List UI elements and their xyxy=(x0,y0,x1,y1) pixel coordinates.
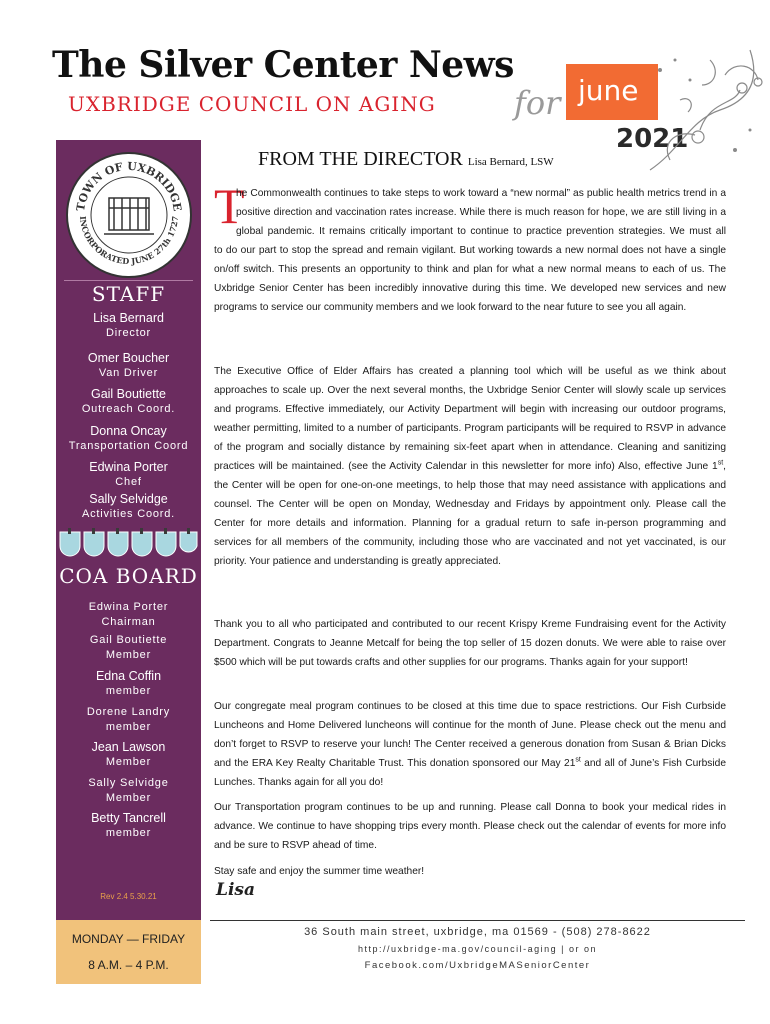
paragraph-text: Our congregate meal program continues to be closed at this time due to space restrictions. Our Fish Curbside Luncheons and Home Delivered luncheons will continue for the month of June. Please check out the menu and don’t forget to RSVP to reserve your lunch! The Center received a generous donation from Susan & Brian Dicks and the ERA Key Realty Charitable Trust. This donation sponsored our May 21 xyxy=(214,701,726,769)
article-title: FROM THE DIRECTOR xyxy=(258,148,463,170)
paragraph-text: and all of June’s Fish Curbside Lunches. Thanks again for all you do! xyxy=(214,758,727,788)
board-member xyxy=(56,810,201,841)
footer-facebook-link[interactable]: Facebook.com/UxbridgeMASeniorCenter xyxy=(364,960,591,971)
board-member xyxy=(56,668,201,699)
article-paragraph-1-continued xyxy=(214,241,726,355)
seal-top-text: TOWN OF UXBRIDGE xyxy=(74,159,184,213)
teacups-decoration xyxy=(58,526,199,560)
board-member xyxy=(56,633,201,663)
article-paragraph-5 xyxy=(214,798,726,855)
paragraph-text: he Commonwealth continues to take steps to work toward a “new normal” as public health metrics trend in a positive direction and vaccination rates increase. While there is much reason for hope, we are still living in a global pandemic. It remains critically important to continue to practice prevention strategies. We must all xyxy=(236,188,726,237)
town-seal-logo xyxy=(62,148,196,282)
hours-times: 8 A.M. – 4 P.M. xyxy=(88,958,169,972)
board-member xyxy=(56,705,201,735)
footer-divider xyxy=(210,920,745,921)
article-byline: Lisa Bernard, LSW xyxy=(467,156,554,168)
paragraph-text: to do our part to stop the spread and remain vigilant. But working towards a new normal does not have a single on/off switch. This presents an opportunity to think and plan for what a new normal means to each of us. The Uxbridge Senior Center has been incredibly innovative during this time. We developed new services and new programs to service our community members and we look forward to the near future to see you all again. xyxy=(214,245,726,313)
staff-name: Gail Boutiette xyxy=(90,387,167,401)
newsletter-title: The Silver Center News xyxy=(52,44,514,86)
article-heading xyxy=(258,148,554,171)
footer-website-link[interactable]: http://uxbridge-ma.gov/council-aging | or on xyxy=(358,944,597,954)
staff-name: Lisa Bernard xyxy=(93,311,164,325)
hours-days: MONDAY — FRIDAY xyxy=(71,932,186,946)
staff-name: Donna Oncay xyxy=(90,424,167,438)
article-paragraph-4 xyxy=(214,697,726,792)
board-name: Dorene Landry xyxy=(86,706,171,718)
board-name: Betty Tancrell xyxy=(91,811,166,825)
paragraph-text: Stay safe and enjoy the summer time weather! xyxy=(214,866,425,877)
staff-name: Edwina Porter xyxy=(89,460,168,474)
footer-address: 36 South main street, uxbridge, ma 01569 - (508) 278-8622 xyxy=(304,926,651,938)
board-name: Gail Boutiette xyxy=(89,634,168,646)
staff-role: Transportation Coord xyxy=(68,440,189,452)
floral-swirl-ornament xyxy=(640,40,765,180)
board-name: Edwina Porter xyxy=(88,601,169,613)
article-paragraph-1-intro xyxy=(236,184,726,241)
for-label: for xyxy=(514,84,561,122)
staff-role: Chef xyxy=(115,476,142,488)
board-member xyxy=(56,600,201,630)
staff-name: Sally Selvidge xyxy=(89,492,168,506)
year-label: 2021 xyxy=(616,124,689,154)
newsletter-subtitle: UXBRIDGE COUNCIL ON AGING xyxy=(68,92,436,116)
board-name: Sally Selvidge xyxy=(88,777,169,789)
board-role: Chairman xyxy=(101,616,156,628)
board-name: Jean Lawson xyxy=(91,740,166,754)
paragraph-text: , the Center will be open for one-on-one meetings, to help those that may need assistance with applications and counsel. The Center will be open on Monday, Wednesday and Fridays by appointment only. Please call the Center for more details and information. Planning for a gradual return to safe in-person programming and services for all members of the community, including those who are vaccinated and not yet vaccinated, is our priority. Your patience and understanding is greatly appreciated. xyxy=(214,461,726,567)
revision-label: Rev 2.4 5.30.21 xyxy=(100,892,157,901)
staff-member xyxy=(56,459,201,490)
paragraph-text: The Executive Office of Elder Affairs has created a planning tool which will be useful as we think about approaches to scale up. Over the next several months, the Uxbridge Senior Center will slowly scale up services and programs. Effective immediately, our Activity Department will begin with increasing our outdoor programs, weather permitting, limited to a number of participants. Program participants will be required to RSVP in advance of the program and socially distance by remaining six-feet apart when in attendance. Cleaning and sanitizing practices will be maintained. (see the Activity Calendar in this newsletter for more info) Also, effective June 1 xyxy=(214,366,726,472)
paragraph-text: Thank you to all who participated and contributed to our recent Krispy Kreme Fundraising event for the Activity Department. Congrats to Jeanne Metcalf for being the top seller of 15 dozen donuts. We were able to raise over $500 which will be put towards crafts and other supplies for our programs. Thanks again for your support! xyxy=(214,619,726,668)
staff-member xyxy=(56,350,201,381)
staff-name: Omer Boucher xyxy=(87,351,170,365)
staff-role: Activities Coord. xyxy=(81,508,176,520)
drop-cap: T xyxy=(214,178,245,234)
staff-role: Director xyxy=(106,327,151,339)
board-role: member xyxy=(105,685,152,697)
month-label: june xyxy=(578,74,639,107)
board-heading: COA BOARD xyxy=(59,564,198,588)
staff-member xyxy=(56,423,201,454)
board-name: Edna Coffin xyxy=(95,669,162,683)
article-paragraph-6 xyxy=(214,862,726,881)
hours-box xyxy=(56,920,201,984)
board-member xyxy=(56,776,201,806)
staff-member xyxy=(56,491,201,522)
superscript: st xyxy=(717,459,724,467)
sidebar xyxy=(56,140,201,920)
board-role: member xyxy=(105,827,152,839)
staff-member xyxy=(56,386,201,417)
board-role: Member xyxy=(105,649,152,661)
board-member xyxy=(56,739,201,770)
signature: Lisa xyxy=(216,880,255,900)
staff-role: Outreach Coord. xyxy=(81,403,176,415)
article-paragraph-2 xyxy=(214,362,726,571)
paragraph-text: Our Transportation program continues to be up and running. Please call Donna to book your medical rides in advance. We continue to have shopping trips every month. Please check out the calendar of events for more info and be sure to RSVP ahead of time. xyxy=(214,802,726,851)
superscript: st xyxy=(575,756,581,764)
board-role: Member xyxy=(105,756,152,768)
board-role: Member xyxy=(105,792,152,804)
staff-heading: STAFF xyxy=(91,282,166,306)
staff-member xyxy=(56,310,201,341)
staff-role: Van Driver xyxy=(98,367,159,379)
article-paragraph-3 xyxy=(214,615,726,672)
sidebar-divider xyxy=(64,280,193,281)
seal-bottom-text: INCORPORATED JUNE 27th 1727 xyxy=(77,215,181,267)
board-role: member xyxy=(105,721,152,733)
